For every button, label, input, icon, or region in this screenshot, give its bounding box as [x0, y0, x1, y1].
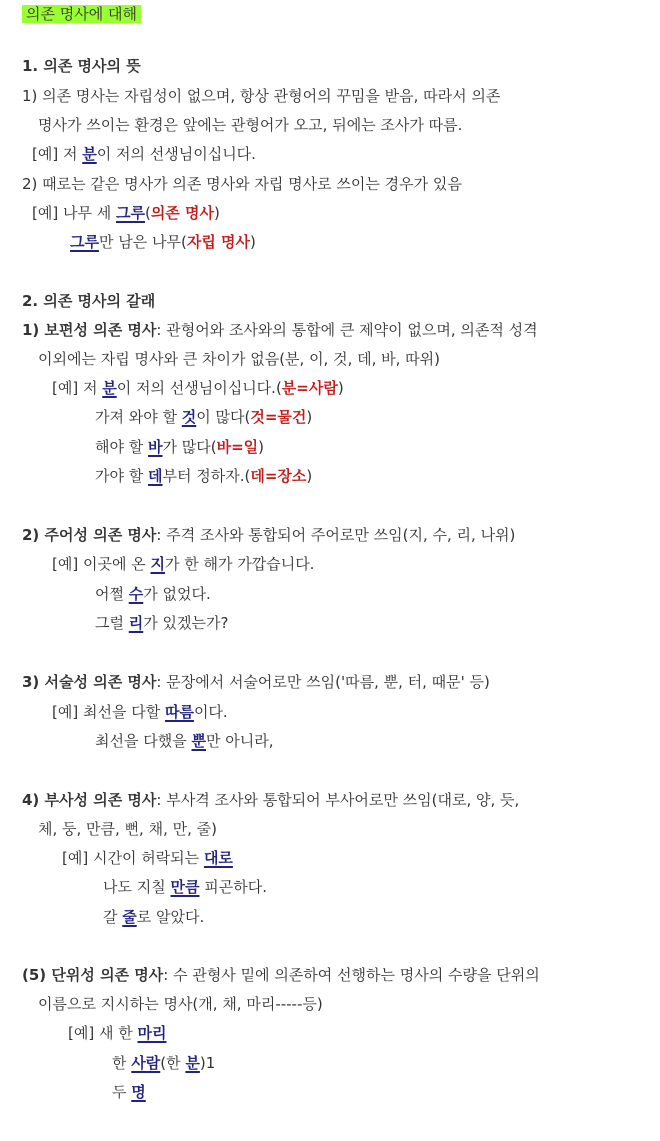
example-prefix: 어쩔 — [95, 585, 129, 603]
type-1-example-3 — [95, 437, 264, 457]
dependent-noun: 것 — [181, 408, 197, 426]
type-label: 3) 서술성 의존 명사 — [22, 673, 157, 691]
example-prefix: 해야 할 — [95, 438, 149, 456]
example-prefix: [예] 최선을 다할 — [52, 703, 165, 721]
dependent-noun: 뿐 — [191, 732, 206, 750]
example-suffix: 가 없었다. — [143, 585, 211, 603]
example-suffix: 부터 정하자.( — [162, 467, 251, 485]
type-1-line-a — [22, 320, 538, 340]
type-4-example-3 — [103, 907, 204, 927]
example-prefix: [예] 나무 세 — [32, 204, 116, 222]
type-4-line-b: 체, 둥, 만큼, 뻔, 채, 만, 줄) — [38, 820, 217, 838]
dependent-noun: 데 — [148, 467, 163, 485]
paren-close: ) — [337, 379, 344, 397]
section-2-heading: 2. 의존 명사의 갈래 — [22, 292, 156, 310]
document-title — [22, 4, 141, 24]
type-label: 4) 부사성 의존 명사 — [22, 791, 157, 809]
s1-example-1 — [32, 144, 256, 164]
example-suffix: 만 남은 나무( — [98, 233, 187, 251]
type-5-example-3 — [112, 1082, 146, 1102]
section-1-heading: 1. 의존 명사의 뜻 — [22, 57, 141, 75]
dependent-noun: 대로 — [203, 849, 233, 867]
type-2-example-3 — [95, 613, 228, 633]
paren-close: ) — [250, 233, 256, 251]
type-label: 2) 주어성 의존 명사 — [22, 526, 157, 544]
type-5-example-1 — [68, 1023, 166, 1043]
type-desc: : 수 관형사 밑에 의존하여 선행하는 명사의 수량을 단위의 — [163, 966, 540, 984]
example-prefix: 최선을 다했을 — [95, 732, 192, 750]
example-suffix: 로 알았다. — [136, 908, 205, 926]
dependent-noun-2: 분 — [185, 1054, 200, 1072]
example-prefix: 두 — [112, 1083, 132, 1101]
type-4-example-2 — [103, 877, 267, 897]
type-desc: : 관형어와 조사와의 통합에 큰 제약이 없으며, 의존적 성격 — [156, 321, 538, 339]
s1-example-2a — [32, 203, 220, 223]
title-highlight: 의존 명사에 대해 — [22, 5, 141, 23]
type-3-line-a — [22, 672, 490, 692]
dependent-noun: 리 — [128, 614, 144, 632]
type-5-line-b: 이름으로 지시하는 명사(개, 채, 마리-----등) — [38, 995, 323, 1013]
dependent-noun: 분 — [102, 379, 117, 397]
example-suffix: )1 — [199, 1054, 216, 1072]
example-prefix: [예] 저 — [52, 379, 103, 397]
dependent-noun: 사람 — [131, 1054, 161, 1072]
example-prefix: 가져 와야 할 — [95, 408, 182, 426]
dependent-noun: 만큼 — [170, 878, 200, 896]
type-4-line-a — [22, 790, 519, 810]
example-suffix: 만 아니라, — [205, 732, 274, 750]
example-prefix: 나도 지칠 — [103, 878, 171, 896]
type-1-line-b: 이외에는 자립 명사와 큰 차이가 없음(분, 이, 것, 데, 바, 따위) — [38, 350, 441, 368]
note-label: 바=일 — [216, 438, 259, 456]
example-prefix: 한 — [112, 1054, 132, 1072]
example-prefix: [예] 저 — [32, 145, 83, 163]
example-suffix: 가 한 해가 가깝습니다. — [164, 555, 315, 573]
type-desc: : 문장에서 서술어로만 쓰임('따름, 뿐, 터, 때문' 등) — [156, 673, 490, 691]
example-prefix: [예] 이곳에 온 — [52, 555, 151, 573]
note-label: 것=물건 — [250, 408, 307, 426]
type-2-example-2 — [95, 584, 211, 604]
type-2-example-1 — [52, 554, 314, 574]
example-suffix: 이 저의 선생님이십니다.( — [116, 379, 282, 397]
dependent-noun: 수 — [128, 585, 144, 603]
dependent-noun: 그루 — [70, 233, 99, 251]
type-3-example-1 — [52, 702, 228, 722]
dependent-noun: 지 — [150, 555, 165, 573]
example-prefix: 가야 할 — [95, 467, 149, 485]
type-5-example-2 — [112, 1053, 215, 1073]
type-4-example-1 — [62, 848, 233, 868]
s1-para-1b: 명사가 쓰이는 환경은 앞에는 관형어가 오고, 뒤에는 조사가 따름. — [38, 116, 463, 134]
s1-example-2b — [70, 232, 256, 252]
type-5-line-a — [22, 965, 540, 985]
example-suffix: 가 많다( — [162, 438, 217, 456]
example-prefix: [예] 새 한 — [68, 1024, 138, 1042]
paren-close: ) — [214, 204, 220, 222]
note-label: 분=사람 — [281, 379, 338, 397]
dependent-noun: 그루 — [115, 204, 145, 222]
note-label: 데=장소 — [250, 467, 307, 485]
type-desc: : 주격 조사와 통합되어 주어로만 쓰임(지, 수, 리, 나위) — [156, 526, 516, 544]
paren-close: ) — [258, 438, 265, 456]
s1-para-2: 2) 때로는 같은 명사가 의존 명사와 자립 명사로 쓰이는 경우가 있음 — [22, 175, 462, 193]
example-suffix: 피곤하다. — [199, 878, 267, 896]
paren-close: ) — [306, 408, 313, 426]
example-suffix: 이 많다( — [196, 408, 251, 426]
paren-close: ) — [306, 467, 313, 485]
dependent-noun: 따름 — [164, 703, 194, 721]
example-middle: (한 — [160, 1054, 186, 1072]
example-prefix: 그럴 — [95, 614, 129, 632]
dependent-noun: 마리 — [137, 1024, 167, 1042]
example-suffix: 이다. — [193, 703, 228, 721]
example-prefix: [예] 시간이 허락되는 — [62, 849, 204, 867]
dependent-noun: 바 — [148, 438, 163, 456]
dependent-noun: 분 — [82, 145, 97, 163]
type-3-example-2 — [95, 731, 273, 751]
type-label: 1) 보편성 의존 명사 — [22, 321, 157, 339]
example-suffix: 이 저의 선생님이십니다. — [96, 145, 256, 163]
s1-para-1a: 1) 의존 명사는 자립성이 없으며, 항상 관형어의 꾸밈을 받음, 따라서 의존 — [22, 87, 501, 105]
type-1-example-1 — [52, 378, 344, 398]
type-1-example-4 — [95, 466, 312, 486]
note-label: 의존 명사 — [150, 204, 214, 222]
dependent-noun: 명 — [131, 1083, 146, 1101]
paren-open: ( — [144, 204, 151, 222]
type-label: (5) 단위성 의존 명사 — [22, 966, 164, 984]
note-label: 자립 명사 — [186, 233, 251, 251]
type-2-line-a — [22, 525, 515, 545]
type-desc: : 부사격 조사와 통합되어 부사어로만 쓰임(대로, 양, 듯, — [156, 791, 520, 809]
example-prefix: 갈 — [103, 908, 123, 926]
type-1-example-2 — [95, 407, 312, 427]
example-suffix: 가 있겠는가? — [143, 614, 229, 632]
dependent-noun: 줄 — [122, 908, 137, 926]
